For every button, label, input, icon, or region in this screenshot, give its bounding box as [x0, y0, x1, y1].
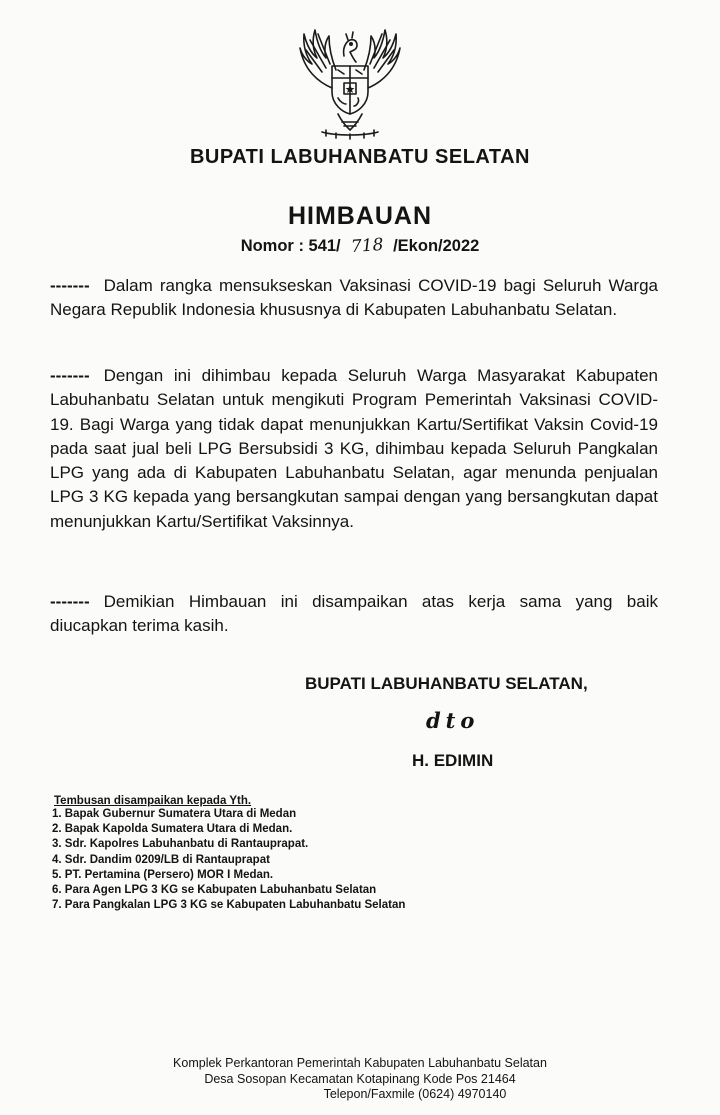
- list-item: 1. Bapak Gubernur Sumatera Utara di Medan: [52, 808, 297, 820]
- document-title: HIMBAUAN: [287, 202, 433, 230]
- list-item: 7. Para Pangkalan LPG 3 KG se Kabupaten Labuhanbatu Selatan: [52, 899, 406, 912]
- paragraph-1-text: Dalam rangka mensukseskan Vaksinasi COVID-19 bagi Seluruh Warga Negara Republik Indonesia khususnya di Kabupaten Labuhanbatu Selatan.: [50, 276, 658, 320]
- issuer-title: BUPATI LABUHANBATU SELATAN: [189, 146, 530, 168]
- paragraph-3-text: Demikian Himbauan ini disampaikan atas kerja sama yang baik diucapkan terima kasih.: [50, 592, 658, 636]
- list-item: 2. Bapak Kapolda Sumatera Utara di Medan.: [52, 823, 293, 836]
- paragraph-2: [50, 364, 658, 534]
- list-item: 3. Sdr. Kapolres Labuhanbatu di Rantauprapat.: [52, 838, 309, 851]
- copies-list: [52, 807, 405, 913]
- paragraph-1: [50, 274, 658, 323]
- footer-contact-line: Telepon/Faxmile (0624) 4970140: [323, 1087, 507, 1101]
- signatory-office: BUPATI LABUHANBATU SELATAN,: [305, 674, 588, 693]
- document-number: [0, 236, 720, 256]
- handwritten-number: 718: [349, 234, 384, 258]
- paragraph-marker: -------: [50, 592, 90, 611]
- list-item: 4. Sdr. Dandim 0209/LB di Rantauprapat: [52, 853, 270, 866]
- document-number-prefix: Nomor : 541/: [240, 237, 341, 255]
- document-number-suffix: /Ekon/2022: [393, 237, 480, 255]
- address-footer: [0, 1056, 720, 1103]
- paragraph-marker: -------: [50, 366, 90, 385]
- signature-mark: dto: [426, 708, 480, 733]
- paragraph-2-text: Dengan ini dihimbau kepada Seluruh Warga Masyarakat Kabupaten Labuhanbatu Selatan untuk mengikuti Program Pemerintah Vaksinasi COVID-19. Bagi Warga yang tidak dapat menunjukkan Kartu/Sertifikat Vaksin Covid-19 pada saat jual beli LPG Bersubsidi 3 KG, dihimbau kepada Seluruh Pangkalan LPG yang ada di Kabupaten Labuhanbatu Selatan, agar menunda penjualan LPG 3 KG kepada yang bersangkutan sampai dengan yang bersangkutan dapat menunjukkan Kartu/Sertifikat Vaksinnya.: [50, 366, 658, 531]
- paragraph-3: [50, 590, 658, 639]
- signatory-name: H. EDIMIN: [412, 751, 494, 770]
- list-item: 6. Para Agen LPG 3 KG se Kabupaten Labuhanbatu Selatan: [52, 884, 377, 897]
- paragraph-marker: -------: [50, 276, 90, 295]
- copies-heading: Tembusan disampaikan kepada Yth.: [54, 795, 252, 807]
- garuda-pancasila-emblem-icon: [292, 26, 408, 140]
- list-item: 5. PT. Pertamina (Persero) MOR I Medan.: [52, 868, 274, 881]
- footer-address-line-2: Desa Sosopan Kecamatan Kotapinang Kode Pos 21464: [204, 1071, 516, 1086]
- footer-address-line-1: Komplek Perkantoran Pemerintah Kabupaten Labuhanbatu Selatan: [173, 1056, 547, 1070]
